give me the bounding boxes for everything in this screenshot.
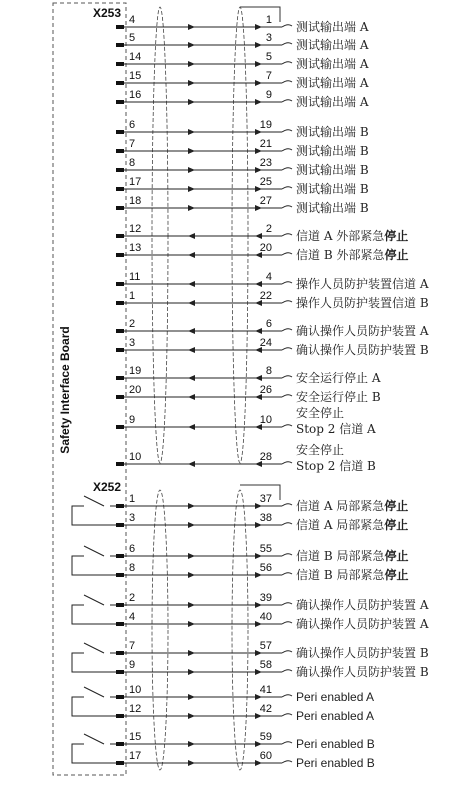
terminal-right [282,187,292,189]
signal-arrow [188,741,195,747]
pin-number-left: 3 [129,512,136,524]
terminal-right [282,253,292,255]
terminal-left [116,376,124,380]
signal-arrow [188,24,195,30]
terminal-right [282,329,292,331]
signal-arrow [188,186,195,192]
signal-label-bold: 停止 [384,229,409,243]
terminal-left [116,670,124,674]
signal-arrow [188,394,195,400]
signal-arrow [188,522,195,528]
pin-number-left: 14 [129,51,142,63]
connector-label-x252: X252 [93,480,122,494]
terminal-right [282,504,292,506]
signal-arrow [255,375,262,381]
terminal-left [116,695,124,699]
signal-arrow [188,328,195,334]
signal-arrow [255,61,262,67]
signal-label: 测试输出端 B [296,163,369,177]
signal-arrow [188,461,195,467]
signal-arrow [188,42,195,48]
switch-contact [72,496,116,525]
pin-number-right: 55 [259,543,272,555]
signal-label-bold: 停止 [384,499,409,513]
signal-label: 确认操作人员防护装置 A [296,617,429,631]
pin-number-right: 10 [259,414,272,426]
wire-row [116,176,369,196]
signal-label: 确认操作人员防护装置 B [296,646,429,660]
signal-label: 测试输出端 A [296,20,369,34]
pin-number-right: 39 [259,592,272,604]
pin-number-left: 10 [129,451,142,463]
pin-number-left: 7 [129,640,136,652]
signal-label-bold: 停止 [384,248,409,262]
pin-number-left: 20 [129,384,142,396]
terminal-right [282,100,292,102]
pin-number-right: 60 [259,750,272,762]
terminal-right [282,348,292,350]
signal-label: 确认操作人员防护装置 A [296,324,429,338]
terminal-left [116,504,124,508]
pin-number-left: 15 [129,70,142,82]
signal-label-bold: 停止 [384,568,409,582]
wire-row [116,592,429,612]
wire-row [116,493,408,513]
signal-arrow [188,300,195,306]
terminal-right [282,376,292,378]
wire-row [116,271,429,291]
terminal-right [282,234,292,236]
signal-arrow [255,24,262,30]
signal-arrow [188,148,195,154]
wire-row [116,242,408,262]
signal-label: 测试输出端 B [296,125,369,139]
signal-arrow [188,669,195,675]
signal-arrow [255,42,262,48]
signal-arrow [188,503,195,509]
terminal-left [116,149,124,153]
signal-label: Peri enabled A [296,709,375,723]
signal-label: 安全运行停止 A [296,371,381,385]
terminal-left [116,187,124,191]
connector-label-x253: X253 [93,6,122,20]
pin-number-right: 58 [259,659,272,671]
signal-arrow [188,375,195,381]
cable-shield-ellipse-left-bottom [152,490,168,770]
signal-label-bold: 停止 [384,518,409,532]
terminal-right [282,761,292,763]
signal-label: 测试输出端 B [296,144,369,158]
pin-number-right: 8 [265,365,272,377]
switch-contact [72,595,116,624]
pin-number-left: 19 [129,365,142,377]
pin-number-right: 23 [259,157,272,169]
signal-arrow [188,760,195,766]
signal-arrow [188,205,195,211]
pin-number-right: 40 [259,611,272,623]
signal-arrow [188,80,195,86]
pin-number-right: 57 [259,640,272,652]
terminal-right [282,149,292,151]
signal-arrow [188,167,195,173]
terminal-left [116,714,124,718]
pin-number-left: 2 [129,318,136,330]
pin-number-left: 16 [129,89,142,101]
terminal-right [282,622,292,624]
terminal-left [116,622,124,626]
wire-row [116,703,374,723]
terminal-right [282,554,292,556]
terminal-left [116,282,124,286]
pin-number-right: 24 [259,337,272,349]
pin-number-right: 38 [259,512,272,524]
terminal-right [282,81,292,83]
pin-number-left: 10 [129,684,142,696]
terminal-right [282,130,292,132]
signal-label: 信道 A 局部紧急停止 [296,518,409,532]
signal-label: 安全运行停止 B [296,390,381,404]
terminal-right [282,168,292,170]
signal-arrow [188,621,195,627]
signal-label-line2: Stop 2 信道 A [296,422,376,436]
wire-row [116,290,429,310]
signal-arrow [188,602,195,608]
signal-arrow [255,281,262,287]
terminal-left [116,523,124,527]
signal-label: 确认操作人员防护装置 B [296,665,429,679]
cable-shield-ellipse-right-top [232,7,248,463]
wire-row [116,750,375,770]
signal-label: 测试输出端 A [296,95,369,109]
signal-label: 信道 A 外部紧急停止 [296,229,409,243]
signal-label: 测试输出端 A [296,57,369,71]
signal-label: 信道 A 局部紧急停止 [296,499,409,513]
pin-number-left: 7 [129,138,136,150]
pin-number-left: 8 [129,562,136,574]
terminal-right [282,651,292,653]
wire-row [116,138,369,158]
wire-row [116,223,408,243]
wire-row [116,384,381,404]
terminal-left [116,761,124,765]
pin-number-left: 6 [129,543,136,555]
pin-number-left: 9 [129,414,136,426]
pin-number-right: 19 [259,119,272,131]
signal-arrow [188,694,195,700]
pin-number-right: 59 [259,731,272,743]
pin-number-left: 4 [129,611,136,623]
signal-arrow [188,61,195,67]
signal-label: 信道 B 外部紧急停止 [296,248,409,262]
pin-number-right: 25 [259,176,272,188]
signal-label: 测试输出端 A [296,76,369,90]
switch-contact [72,687,116,716]
wire-row [116,365,381,385]
signal-arrow [188,233,195,239]
wire-row [116,32,369,52]
signal-arrow [188,129,195,135]
terminal-right [282,206,292,208]
terminal-left [116,742,124,746]
switch-contact [72,643,116,672]
terminal-left [116,130,124,134]
signal-label-line2: Stop 2 信道 B [296,459,376,473]
switch-contact [72,734,116,763]
terminal-left [116,81,124,85]
terminal-right [282,695,292,697]
pin-number-right: 28 [259,451,272,463]
wire-row [116,337,429,357]
signal-label: 测试输出端 A [296,38,369,52]
pin-number-right: 37 [259,493,272,505]
pin-number-left: 8 [129,157,136,169]
terminal-left [116,603,124,607]
pin-number-left: 11 [129,271,141,283]
signal-label: 确认操作人员防护装置 A [296,598,429,612]
terminal-left [116,462,124,466]
wire-row [116,70,369,90]
signal-arrow [255,99,262,105]
pin-number-left: 17 [129,176,142,188]
terminal-left [116,395,124,399]
terminal-left [116,329,124,333]
terminal-left [116,573,124,577]
signal-label-bold: 停止 [384,549,409,563]
signal-label: 操作人员防护装置信道 B [296,296,429,310]
signal-label: Peri enabled B [296,756,375,770]
terminal-left [116,348,124,352]
terminal-left [116,62,124,66]
terminal-left [116,301,124,305]
terminal-left [116,554,124,558]
signal-arrow [188,650,195,656]
terminal-right [282,603,292,605]
pin-number-right: 41 [259,684,272,696]
signal-arrow [188,347,195,353]
wire-row [116,51,369,71]
pin-number-left: 18 [129,195,142,207]
signal-arrow [188,424,195,430]
terminal-left [116,43,124,47]
pin-number-right: 1 [265,14,272,26]
pin-number-right: 3 [265,32,272,44]
pin-number-right: 27 [259,195,272,207]
pin-number-left: 12 [129,223,142,235]
terminal-left [116,100,124,104]
wire-rows [116,14,429,770]
signal-label: Peri enabled B [296,737,375,751]
signal-arrow [188,281,195,287]
terminal-right [282,62,292,64]
wire-row [116,640,429,660]
signal-label: 测试输出端 B [296,201,369,215]
terminal-right [282,523,292,525]
pin-number-left: 17 [129,750,142,762]
pin-number-left: 15 [129,731,142,743]
pin-number-left: 4 [129,14,136,26]
terminal-right [282,301,292,303]
signal-arrow [188,252,195,258]
wire-row [116,157,369,177]
pin-number-right: 22 [259,290,272,302]
pin-number-right: 5 [265,51,272,63]
pin-number-left: 1 [129,493,136,505]
signal-label: 操作人员防护装置信道 A [296,277,429,291]
terminal-right [282,670,292,672]
wire-row [116,543,408,563]
terminal-left [116,253,124,257]
pin-number-left: 5 [129,32,136,44]
signal-label: 安全停止 [296,443,345,457]
terminal-right [282,462,292,464]
pin-number-right: 7 [265,70,272,82]
terminal-left [116,425,124,429]
external-switches [72,496,116,763]
signal-label: 信道 B 局部紧急停止 [296,568,409,582]
terminal-left [116,25,124,29]
wire-row [116,119,369,139]
pin-number-right: 42 [259,703,272,715]
terminal-left [116,651,124,655]
switch-contact [72,546,116,575]
terminal-left [116,206,124,210]
pin-number-right: 56 [259,562,272,574]
pin-number-right: 2 [265,223,272,235]
wire-row [116,442,376,473]
signal-arrow [255,80,262,86]
terminal-right [282,573,292,575]
terminal-right [282,395,292,397]
wire-row [116,684,374,704]
signal-arrow [188,572,195,578]
cable-shield-ellipse-left-top [152,7,168,463]
pin-number-right: 4 [265,271,272,283]
signal-label: Peri enabled A [296,690,375,704]
terminal-right [282,742,292,744]
wire-row [116,611,429,631]
pin-number-left: 9 [129,659,136,671]
signal-label: 信道 B 局部紧急停止 [296,549,409,563]
signal-label: 测试输出端 B [296,182,369,196]
wire-row [116,562,408,582]
pin-number-left: 13 [129,242,142,254]
pin-number-right: 9 [265,89,272,101]
terminal-left [116,234,124,238]
signal-arrow [255,233,262,239]
terminal-right [282,714,292,716]
pin-number-left: 12 [129,703,142,715]
board-label: Safety Interface Board [58,326,72,454]
pin-number-left: 6 [129,119,136,131]
signal-arrow [188,713,195,719]
wire-row [116,318,429,338]
terminal-left [116,168,124,172]
terminal-right [282,43,292,45]
pin-number-right: 20 [259,242,272,254]
pin-number-right: 26 [259,384,272,396]
pin-number-left: 1 [129,290,136,302]
pin-number-left: 2 [129,592,136,604]
signal-label: 安全停止 [296,406,345,420]
wire-row [116,659,429,679]
terminal-right [282,282,292,284]
terminal-right [282,25,292,27]
shield-wire-top [240,7,280,22]
wire-row [116,195,369,215]
wire-row [116,512,408,532]
pin-number-right: 6 [265,318,272,330]
terminal-right [282,425,292,427]
signal-label: 确认操作人员防护装置 B [296,343,429,357]
pin-number-left: 3 [129,337,136,349]
signal-arrow [188,553,195,559]
pin-number-right: 21 [259,138,272,150]
signal-arrow [188,99,195,105]
cable-shield-ellipse-right-bottom [232,490,248,770]
signal-arrow [255,328,262,334]
